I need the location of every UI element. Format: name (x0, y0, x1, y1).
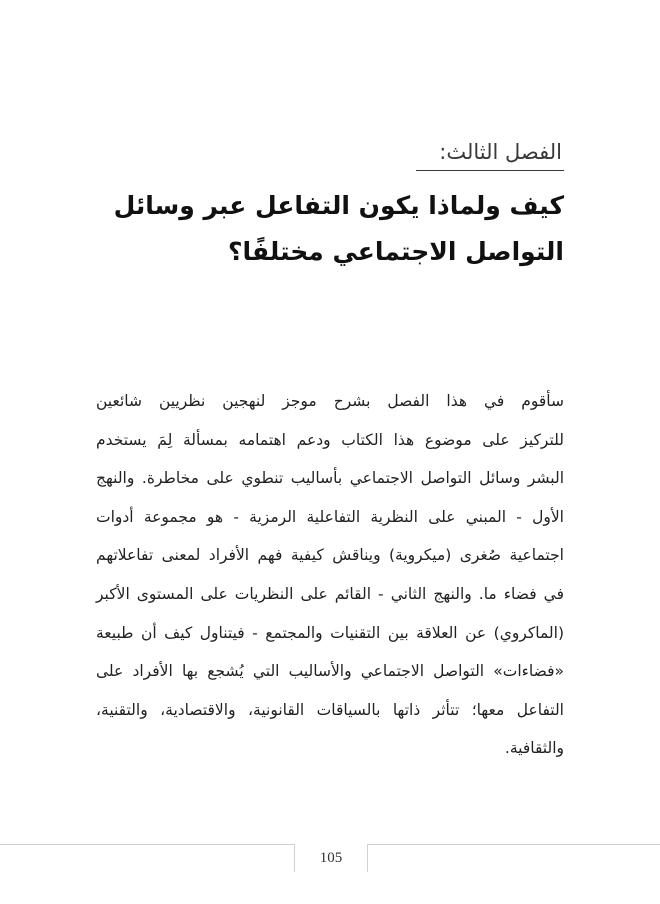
paragraph-line: «فضاءات» التواصل الاجتماعي والأساليب التي يُشجع بها الأفراد على (96, 662, 564, 681)
paragraph-line: في فضاء ما. والنهج الثاني - القائم على النظريات على المستوى الأكبر (96, 584, 564, 603)
paragraph-line: الأول - المبني على النظرية التفاعلية الرمزية - هو مجموعة أدوات (96, 507, 564, 526)
body-paragraph (96, 382, 564, 768)
paragraph-line: للتركيز على موضوع هذا الكتاب ودعم اهتمامه بمسألة لِمَ يستخدم (96, 430, 564, 449)
chapter-label: الفصل الثالث: (439, 140, 562, 164)
paragraph-line: سأقوم في هذا الفصل بشرح موجز لنهجين نظريين شائعين (96, 392, 564, 410)
chapter-title-line: التواصل الاجتماعي مختلفًا؟ (228, 237, 564, 266)
chapter-title-line: كيف ولماذا يكون التفاعل عبر وسائل (113, 191, 564, 220)
chapter-title (94, 183, 564, 275)
page-number-box (294, 844, 368, 872)
paragraph-line: البشر وسائل التواصل الاجتماعي بأساليب تنطوي على مخاطرة. والنهج (96, 469, 564, 488)
paragraph-line: اجتماعية صُغرى (ميكروية) ويناقش كيفية فهم الأفراد لمعنى تفاعلاتهم (96, 546, 564, 565)
paragraph-line: (الماكروي) عن العلاقة بين التقنيات والمجتمع - فيتناول كيف أن طبيعة (96, 623, 564, 642)
page-number: 105 (319, 849, 343, 866)
chapter-label-underline (416, 170, 564, 171)
paragraph-line: التفاعل معها؛ تتأثر ذاتها بالسياقات القانونية، والاقتصادية، والتقنية، (96, 700, 564, 719)
paragraph-line: والثقافية. (504, 739, 564, 758)
